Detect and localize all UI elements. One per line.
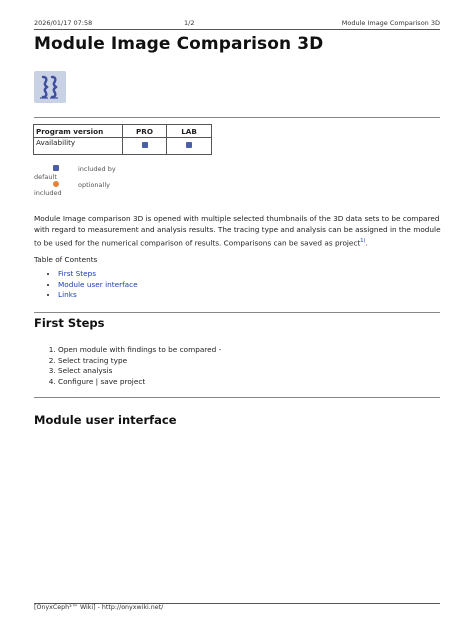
- list-item: 1. Open module with findings to be compared -: [58, 345, 221, 356]
- page-title: Module Image Comparison 3D: [34, 34, 324, 54]
- table-row: [34, 138, 212, 155]
- table-of-contents: [34, 269, 138, 301]
- included-checkbox-icon: [53, 165, 59, 171]
- comparison-3d-icon: [34, 71, 66, 103]
- page-footer: [OnyxCeph³™ Wiki] - http://onyxwiki.net/: [34, 604, 164, 611]
- list-item: 4. Configure | save project: [58, 377, 221, 388]
- list-item: 3. Select analysis: [58, 366, 221, 377]
- list-item: [58, 280, 138, 291]
- intro-paragraph: Module Image comparison 3D is opened with multiple selected thumbnails of the 3D data sets to be compared with regard to measurement and analysis results. The tracing type and analysis can be assigned in the module to be used for the numerical comparison of results. Comparisons can be saved as project$^{1)}$.: [34, 214, 441, 248]
- included-checkbox-icon: [142, 142, 148, 148]
- toc-title: Table of Contents: [34, 255, 98, 264]
- legend-included-label: included by: [78, 165, 116, 173]
- toc-link-module-user-interface[interactable]: Module user interface: [58, 279, 138, 289]
- footnote-link[interactable]: 1): [360, 237, 366, 244]
- header-page-number: 1/2: [184, 19, 195, 27]
- header-divider: [34, 29, 440, 30]
- section-divider: [34, 312, 440, 313]
- included-checkbox-icon: [186, 142, 192, 148]
- toc-link-first-steps[interactable]: First Steps: [58, 269, 97, 278]
- program-version-table: [33, 124, 212, 155]
- header-datetime: 2026/01/17 07:58: [34, 19, 93, 27]
- availability-label: Availability: [34, 138, 123, 155]
- table-header-cell: PRO: [123, 125, 167, 138]
- first-steps-list: [34, 345, 221, 387]
- table-header-cell: Program version: [34, 125, 123, 138]
- intro-text: Module Image comparison 3D is opened with multiple selected thumbnails of the 3D data sets to be compared with regard to measurement and analysis results. The tracing type and analysis can be assigned in the module to be used for the numerical comparison of results. Comparisons can be saved as project: [34, 214, 441, 248]
- legend-included-label: default: [34, 173, 57, 181]
- section-divider: [34, 397, 440, 398]
- legend-optional-label: included: [34, 189, 62, 197]
- section-heading-module-user-interface: Module user interface: [34, 413, 177, 427]
- table-cell: [167, 138, 212, 155]
- list-item: [58, 269, 138, 280]
- table-header-row: [34, 125, 212, 138]
- optional-circle-icon: [53, 181, 59, 187]
- table-cell: [123, 138, 167, 155]
- list-item: [58, 290, 138, 301]
- header-doc-title: Module Image Comparison 3D: [341, 19, 440, 27]
- table-header-cell: LAB: [167, 125, 212, 138]
- list-item: 2. Select tracing type: [58, 356, 221, 367]
- legend-optional-label: optionally: [78, 181, 110, 189]
- toc-link-links[interactable]: Links: [58, 290, 77, 299]
- section-divider: [34, 117, 440, 118]
- section-heading-first-steps: First Steps: [34, 316, 105, 330]
